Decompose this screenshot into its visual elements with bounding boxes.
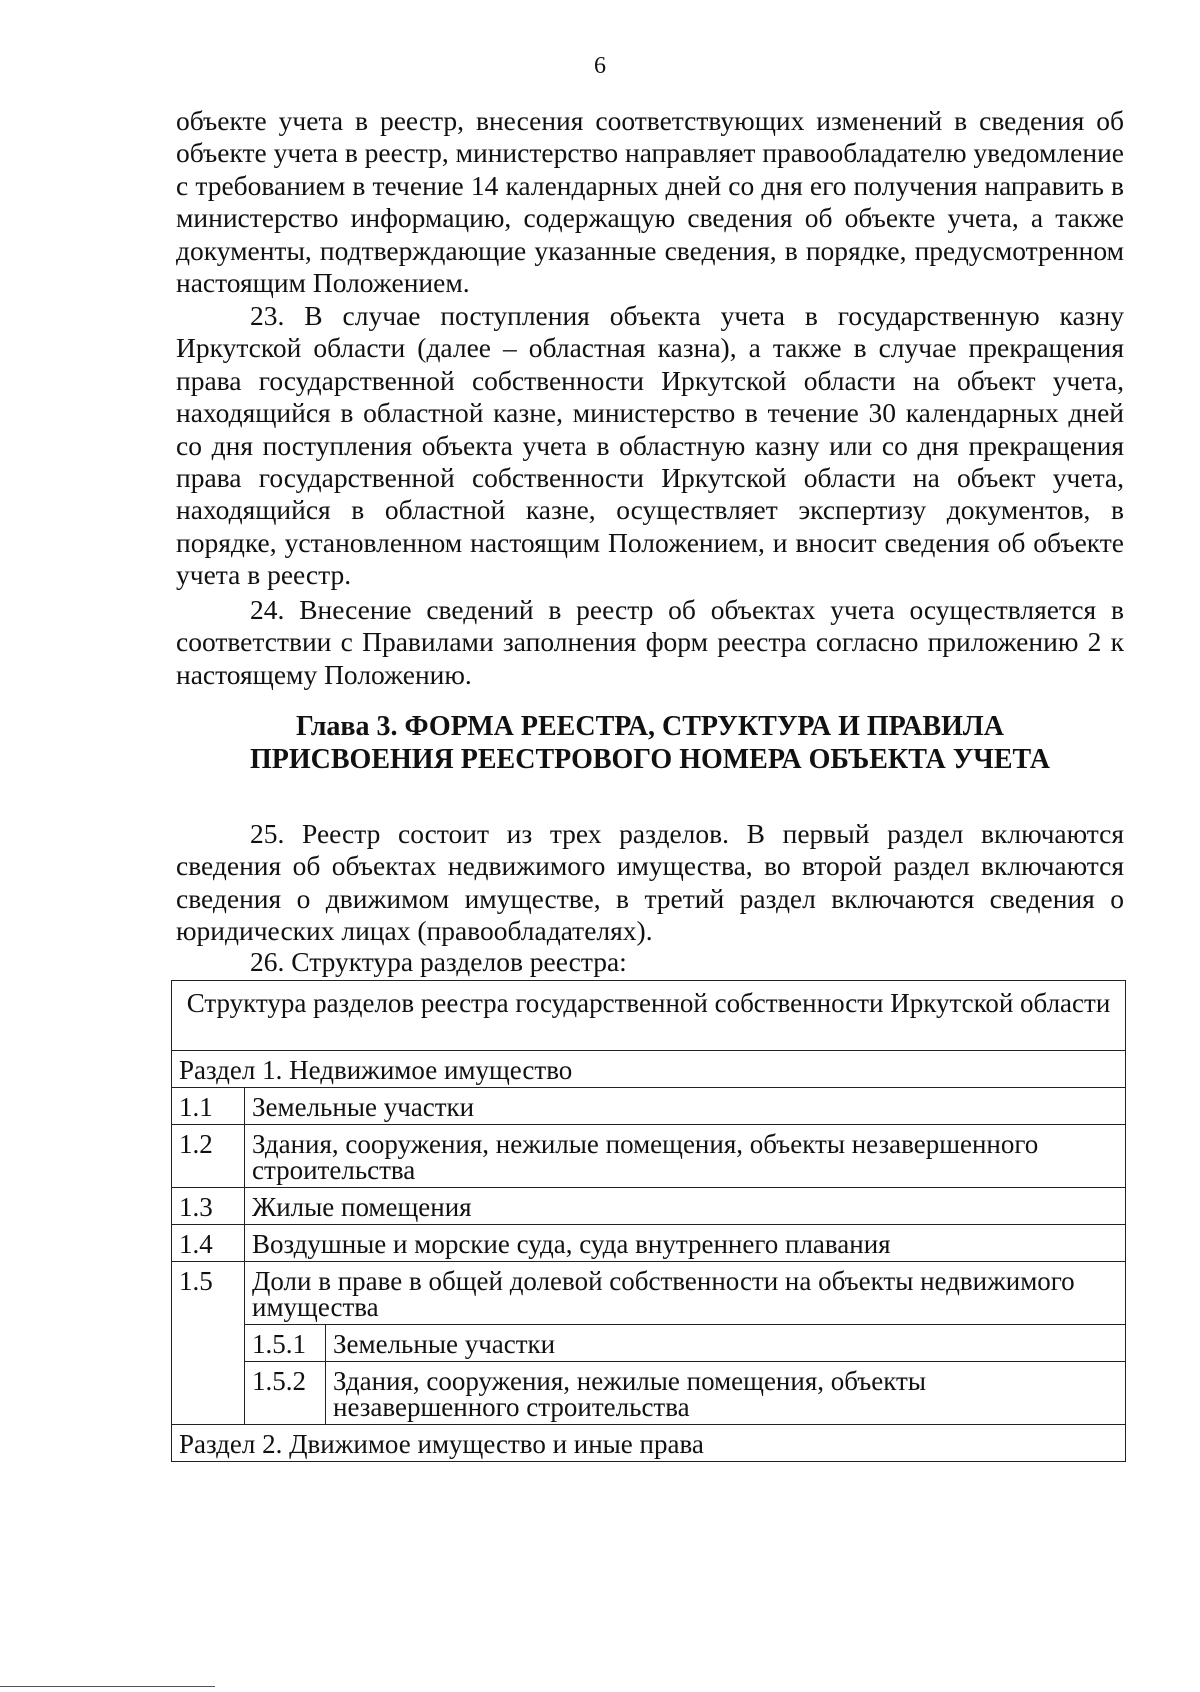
section-2-row [172,1425,1126,1462]
table-title-row [172,981,1126,1051]
registry-structure-table [171,980,1126,1462]
table-row [172,1225,1126,1262]
table-row [172,1188,1126,1225]
table-row [172,1088,1126,1125]
table-subrow [172,1362,1126,1425]
subrow-text: Земельные участки [326,1325,1126,1362]
row-text: Земельные участки [245,1088,1126,1125]
row-text: Воздушные и морские суда, суда внутреннего плавания [245,1225,1126,1262]
chapter-heading [176,710,1124,776]
page-number: 6 [594,53,606,79]
table-row [172,1262,1126,1325]
row-number: 1.2 [172,1125,245,1188]
paragraph-23: 23. В случае поступления объекта учета в государственную казну Иркутской области (далее – областная казна), а также в случае прекращения права государственной собственности Иркутской области на объект учета, находящийся в областной казне, министерство в течение 30 календарных дней со дня поступления объекта учета в областную казну или со дня прекращения права государственной собственности Иркутской области на объект учета, находящийся в областной казне, осуществляет экспертизу документов, в порядке, установленном настоящим Положением, и вносит сведения об объекте учета в реестр. [176,300,1124,591]
row-number: 1.3 [172,1188,245,1225]
paragraph-24: 24. Внесение сведений в реестр об объектах учета осуществляется в соответствии с Правилами заполнения форм реестра согласно приложению 2 к настоящему Положению. [176,594,1124,690]
section-2-label: Раздел 2. Движимое имущество и иные права [172,1425,1126,1462]
row-text: Доли в праве в общей долевой собственности на объекты недвижимого имущества [245,1262,1126,1325]
row-text: Здания, сооружения, нежилые помещения, объекты незавершенного строительства [245,1125,1126,1188]
subrow-number: 1.5.2 [245,1362,326,1425]
paragraph-25: 25. Реестр состоит из трех разделов. В первый раздел включаются сведения об объектах недвижимого имущества, во второй раздел включаются сведения о движимом имуществе, в третий раздел включаются сведения о юридических лицах (правообладателях). [176,818,1124,947]
row-number: 1.4 [172,1225,245,1262]
table-row [172,1125,1126,1188]
row-number: 1.1 [172,1088,245,1125]
paragraph-continued: объекте учета в реестр, внесения соответствующих изменений в сведения об объекте учета в реестр, министерство направляет правообладателю уведомление с требованием в течение 14 календарных дней со дня его получения направить в министерство информацию, содержащую сведения об объекте учета, а также документы, подтверждающие указанные сведения, в порядке, предусмотренном настоящим Положением. [176,105,1124,299]
subrow-text: Здания, сооружения, нежилые помещения, объекты незавершенного строительства [326,1362,1126,1425]
section-1-label: Раздел 1. Недвижимое имущество [172,1051,1126,1088]
section-1-row [172,1051,1126,1088]
subrow-number: 1.5.1 [245,1325,326,1362]
row-number: 1.5 [172,1262,245,1425]
paragraph-26: 26. Структура разделов реестра: [250,946,627,977]
chapter-heading-line-2: ПРИСВОЕНИЯ РЕЕСТРОВОГО НОМЕРА ОБЪЕКТА УЧЕТА [249,744,1051,775]
table-subrow [172,1325,1126,1362]
row-text: Жилые помещения [245,1188,1126,1225]
footnote-separator [0,1686,215,1687]
table-title: Структура разделов реестра государственной собственности Иркутской области [172,981,1126,1051]
chapter-heading-line-1: Глава 3. ФОРМА РЕЕСТРА, СТРУКТУРА И ПРАВИЛА [296,711,1004,742]
